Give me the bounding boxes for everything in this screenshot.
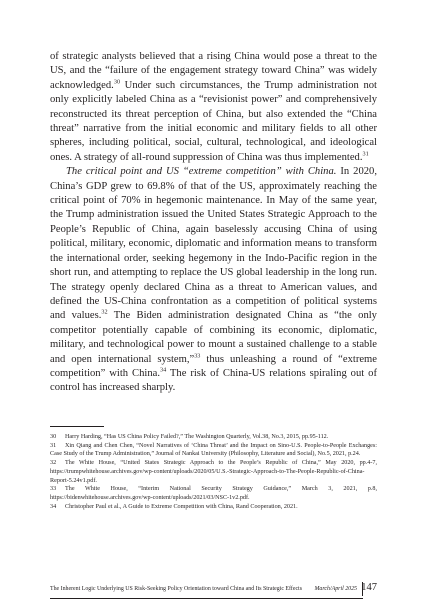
- paragraph-1-part-b: Under such circumstances, the Trump administration not only explicitly labeled China as a “revisionist power” and comprehensively reconstructed its threat perception of China, but also extended the “China threat” narrative from the initial economic and military fields to all other spheres, including political, social, cultural, technological, and ideological ones. A strategy of all-round suppression of China was thus implemented.: [50, 79, 377, 163]
- footnote-34: [50, 503, 377, 512]
- footnote-31: [50, 442, 377, 459]
- paragraph-2: [50, 165, 377, 396]
- paragraph-1: [50, 50, 377, 165]
- footnote-rule: [50, 426, 104, 427]
- running-title: The Inherent Logic Underlying US Risk-Seeking Policy Orientation toward China and Its Strategic Effects: [50, 586, 302, 592]
- issue-date: March/April 2025: [314, 586, 357, 592]
- footnote-number: 30: [50, 434, 57, 440]
- footnote-text: Xin Qiang and Chen Chen, “Novel Narratives of ‘China Threat’ and the Impact on Sino-U.S. People-to-People Exchanges: Case Study of the Trump Administration,” Journal of Nankai University (Philosophy, Literature and Social), No.5, 2021, p.24.: [50, 442, 377, 458]
- footnote-ref-30[interactable]: 30: [113, 78, 121, 86]
- footnote-number: 34: [50, 503, 57, 510]
- footnote-32: [50, 459, 377, 485]
- footnote-ref-32[interactable]: 32: [101, 308, 108, 316]
- body-text: [50, 50, 377, 396]
- paragraph-2-part-d: The risk of China-US relations spiraling out of control has increased sharply.: [50, 367, 377, 394]
- paragraph-1-part-a: of strategic analysts believed that a rising China would pose a threat to the US, and the “failure of the engagement strategy toward China” was widely acknowledged.: [50, 51, 377, 91]
- paragraph-2-part-a: In 2020, China’s GDP grew to 69.8% of that of the US, approximately reaching the critical point of 70% in hegemonic maintenance. In May of the same year, the Trump administration issued the United States Strategic Approach to the People’s Republic of China, again baselessly accusing China of using political, military, economic, diplomatic and information means to transform the international order, seeking hegemony in the Indo-Pacific region in the short run, and attempting to replace the US global leadership in the long run. The strategy openly declared China as a threat to American values, and defined the US-China confrontation as a competition of political systems and values.: [50, 166, 377, 322]
- footnote-number: 31: [50, 442, 57, 449]
- footnote-text: The White House, “Interim National Security Strategy Guidance,” March 3, 2021, p.8, https://bidenwhitehouse.archives.gov/wp-content/uploads/2021/03/NSC-1v2.pdf.: [50, 486, 377, 501]
- footnote-ref-31[interactable]: 31: [362, 150, 369, 158]
- footnote-ref-34[interactable]: 34: [159, 366, 167, 374]
- paragraph-2-heading: The critical point and US “extreme competition” with China.: [66, 166, 337, 178]
- footnotes: [50, 433, 377, 511]
- footnote-number: 32: [50, 460, 57, 467]
- page-number: 147: [361, 582, 377, 593]
- footnote-text: The White House, “United States Strategic Approach to the People’s Republic of China,” May 2020, pp.4-7, https://trumpwhitehouse.archives.gov/wp-content/uploads/2020/05/U.S.-Strategic-Approach-to-The-People-Republic-of-China-Report-5.24v1.pdf.: [50, 460, 377, 484]
- footnote-30: [50, 433, 377, 442]
- footnote-text: Harry Harding, “Has US China Policy Failed?,” The Washington Quarterly, Vol.38, No.3, 2015, pp.95-112.: [65, 434, 329, 440]
- footnote-33: [50, 485, 377, 502]
- footer-underline: [50, 598, 363, 599]
- paragraph-2-part-b: The Biden administration designated China as “the only competitor potentially capable of combining its economic, diplomatic, military, and technological power to mount a sustained challenge to a stable and open international system,”: [50, 310, 377, 365]
- footnote-number: 33: [50, 486, 57, 493]
- footnote-ref-33[interactable]: 33: [194, 352, 201, 359]
- footnote-text: Christopher Paul et al., A Guide to Extreme Competition with China, Rand Cooperation, 2021.: [65, 503, 298, 510]
- page-footer: [50, 582, 377, 596]
- paragraph-2-part-c: thus unleashing a round of “extreme competition” with China.: [50, 353, 377, 379]
